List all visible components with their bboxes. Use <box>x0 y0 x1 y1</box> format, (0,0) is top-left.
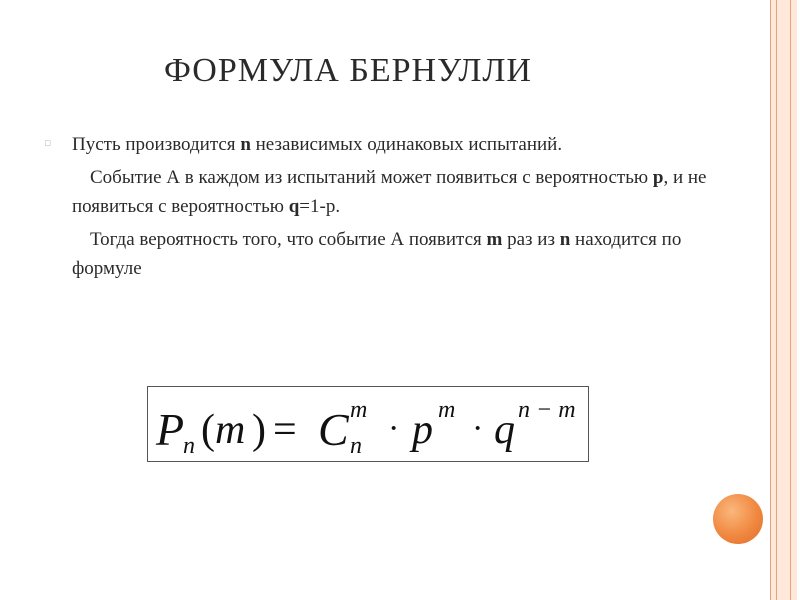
paragraph-formula-intro <box>72 225 712 283</box>
formula-P: P <box>156 404 185 455</box>
formula-dot: · <box>388 410 400 447</box>
formula-P-subscript: n <box>183 433 195 459</box>
slide-title: ФОРМУЛА БЕРНУЛЛИ <box>164 52 532 89</box>
paragraph-trials <box>72 130 712 159</box>
text-run: Пусть производится <box>72 134 241 155</box>
text-run: независимых одинаковых испытаний. <box>250 134 563 155</box>
text-run: =1-р. <box>299 196 341 217</box>
text-run: , и не появиться с вероятностью <box>72 167 707 217</box>
text-run: находится по формуле <box>72 229 682 279</box>
orange-circle-decoration <box>713 494 763 544</box>
formula-C-superscript: m <box>350 397 368 423</box>
side-band-line <box>790 0 791 600</box>
side-band-line <box>776 0 777 600</box>
formula-equals: = <box>273 407 297 453</box>
paragraph-probability <box>72 163 712 221</box>
slide-body <box>72 130 712 287</box>
side-band-line <box>770 0 771 600</box>
side-band <box>770 0 797 600</box>
bernoulli-formula-box <box>147 386 589 462</box>
variable-m: m <box>486 229 503 250</box>
variable-p: p <box>652 167 664 188</box>
bernoulli-formula <box>148 387 588 461</box>
variable-q: q <box>288 196 300 217</box>
formula-C: C <box>318 404 349 455</box>
formula-C-subscript: n <box>350 433 362 459</box>
formula-q: q <box>494 407 515 453</box>
formula-dot: · <box>472 410 484 447</box>
formula-left-paren: ( <box>201 407 215 453</box>
variable-n: n <box>559 229 571 250</box>
variable-n: n <box>240 134 251 155</box>
formula-p: p <box>412 407 433 453</box>
formula-right-paren: ) <box>252 407 266 453</box>
text-run: Событие А в каждом из испытаний может появиться с вероятностью <box>90 167 653 188</box>
formula-argument: m <box>215 407 246 453</box>
formula-p-superscript: m <box>438 397 456 423</box>
formula-q-superscript: n − m <box>518 397 576 423</box>
square-bullet-icon: ▫ <box>44 136 52 149</box>
text-run: Тогда вероятность того, что событие А появится <box>90 229 487 250</box>
text-run: раз из <box>502 229 560 250</box>
